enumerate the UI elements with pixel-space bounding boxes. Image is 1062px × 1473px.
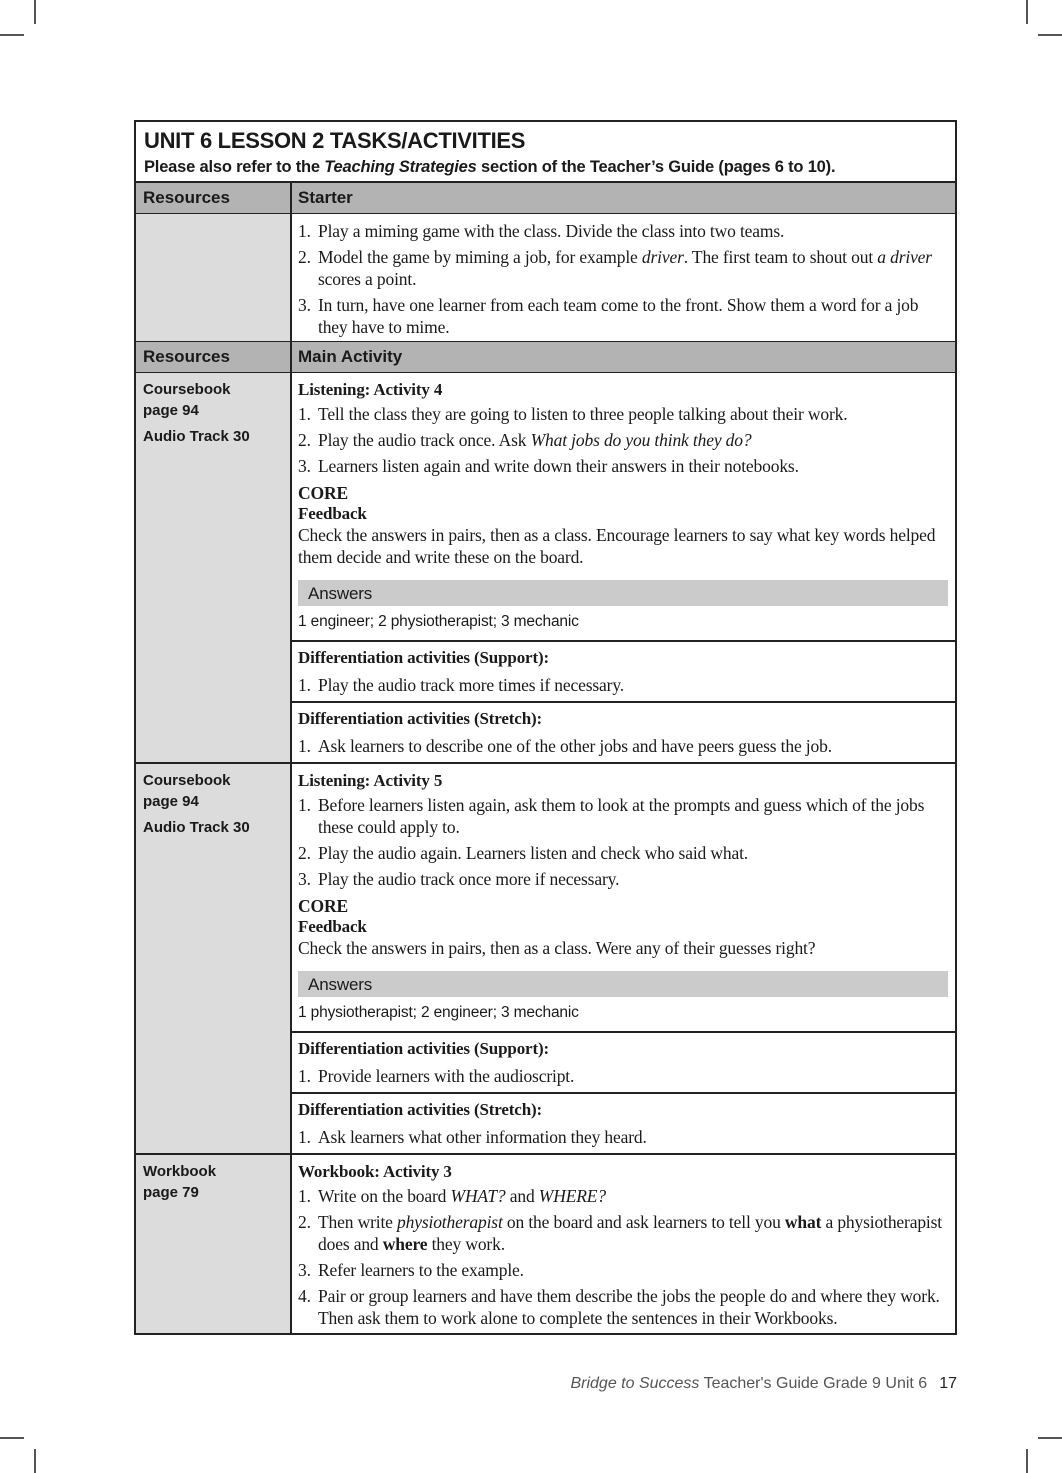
answers-text: 1 physiotherapist; 2 engineer; 3 mechanic [298,1004,579,1021]
resource-label: Audio Track 30 [143,428,250,445]
list-item-number: 3. [298,295,311,315]
activity-row [136,1155,955,1333]
list-item-number: 4. [298,1286,311,1306]
list-item-text: Play a miming game with the class. Divide the class into two teams. [318,221,785,241]
resource-label: Audio Track 30 [143,819,250,836]
activity-steps [298,1185,948,1329]
list-item [298,1259,948,1281]
feedback-label: Feedback [298,917,367,936]
list-item [298,1285,948,1329]
activity-heading: Listening: Activity 4 [298,380,443,399]
answers-header: Answers [298,580,948,606]
list-item-number: 2. [298,430,311,450]
starter-content [292,214,955,341]
crop-mark-tl-h [0,34,24,36]
list-item-text: Then write physiotherapist on the board and ask learners to tell you what a physiotherapist does and where they work. [318,1212,943,1254]
list-item-text: Provide learners with the audioscript. [318,1066,575,1086]
support-heading: Differentiation activities (Support): [298,1039,549,1058]
list-item-text: In turn, have one learner from each team come to the front. Show them a word for a job they have to mime. [318,295,919,337]
list-item-number: 3. [298,869,311,889]
resource-label: Coursebook [143,381,231,398]
list-item [298,794,948,838]
list-item-text: Play the audio track more times if necessary. [318,675,625,695]
list-item-text: Pair or group learners and have them describe the jobs the people do and where they work. Then ask them to work alone to complete the sentences in their Workbooks. [318,1286,940,1328]
core-label: CORE [298,896,348,916]
activity-row [136,764,955,1155]
main-sections [136,373,955,1333]
list-item [298,1211,948,1255]
resources-cell [136,1155,292,1333]
activity-heading: Workbook: Activity 3 [298,1162,452,1181]
crop-mark-bl-h [0,1437,24,1439]
list-item [298,674,948,696]
activity-content [292,764,955,1031]
list-item-text: Model the game by miming a job, for example driver. The first team to shout out a driver scores a point. [318,247,932,289]
list-item [298,735,948,757]
list-item [298,429,948,451]
title-block [136,122,955,183]
page-footer [570,1375,957,1393]
list-item-number: 2. [298,1212,311,1232]
list-item-text: Play the audio again. Learners listen and check who said what. [318,843,749,863]
crop-mark-tl-v [34,0,36,24]
resource-label: page 94 [143,402,199,419]
list-item-number: 1. [298,795,311,815]
crop-mark-bl-v [34,1449,36,1473]
resources-header: Resources [136,342,292,372]
answers-header: Answers [298,971,948,997]
stretch-heading: Differentiation activities (Stretch): [298,1100,543,1119]
stretch-activities [292,1094,955,1153]
list-item-number: 2. [298,843,311,863]
crop-mark-br-v [1026,1449,1028,1473]
answers-text: 1 engineer; 2 physiotherapist; 3 mechanic [298,613,579,630]
list-item [298,294,948,338]
page-number: 17 [939,1375,957,1392]
list-item-number: 1. [298,736,311,756]
list-item-text: Play the audio track once more if necessary. [318,869,620,889]
list-item-text: Write on the board WHAT? and WHERE? [318,1186,606,1206]
list-item-number: 2. [298,247,311,267]
starter-list [298,220,948,338]
page-title: UNIT 6 LESSON 2 TASKS/ACTIVITIES [144,128,526,153]
feedback-text: Check the answers in pairs, then as a class. Were any of their guesses right? [298,938,816,958]
list-item [298,1185,948,1207]
list-item-text: Play the audio track once. Ask What jobs do you think they do? [318,430,752,450]
resource-label: page 79 [143,1184,199,1201]
lesson-table [134,120,957,1335]
activity-steps [298,794,948,890]
list-item-text: Refer learners to the example. [318,1260,524,1280]
list-item-number: 3. [298,456,311,476]
list-item-number: 1. [298,221,311,241]
resources-cell [136,373,292,762]
list-item [298,220,948,242]
subtitle-italic: Teaching Strategies [324,158,477,176]
stretch-heading: Differentiation activities (Stretch): [298,709,543,728]
activity-content [292,373,955,640]
list-item [298,868,948,890]
list-item-text: Ask learners what other information they heard. [318,1127,647,1147]
activity-cell [292,1155,955,1333]
list-item [298,246,948,290]
list-item-number: 1. [298,404,311,424]
subtitle-before: Please also refer to the [144,158,325,176]
list-item-number: 1. [298,1127,311,1147]
list-item-text: Learners listen again and write down their answers in their notebooks. [318,456,799,476]
list-item [298,1065,948,1087]
page-subtitle [144,156,947,178]
core-label: CORE [298,483,348,503]
crop-mark-br-h [1038,1437,1062,1439]
activity-steps [298,403,948,477]
list-item [298,1126,948,1148]
main-activity-header: Main Activity [292,342,955,372]
support-activities [292,1033,955,1092]
support-heading: Differentiation activities (Support): [298,648,549,667]
starter-header: Starter [292,183,955,213]
list-item [298,455,948,477]
resource-label: Workbook [143,1163,217,1180]
resources-header: Resources [136,183,292,213]
crop-mark-tr-h [1038,34,1062,36]
list-item-number: 3. [298,1260,311,1280]
list-item-number: 1. [298,1186,311,1206]
starter-row [136,214,955,342]
list-item-number: 1. [298,1066,311,1086]
list-item-number: 1. [298,675,311,695]
footer-text: Teacher's Guide Grade 9 Unit 6 [699,1375,928,1392]
activity-cell [292,373,955,762]
activity-heading: Listening: Activity 5 [298,771,443,790]
activity-row [136,373,955,764]
resource-label: Coursebook [143,772,231,789]
main-header-row [136,342,955,373]
starter-resources [136,214,292,341]
activity-cell [292,764,955,1153]
activity-content [292,1155,955,1333]
support-activities [292,642,955,701]
list-item-text: Before learners listen again, ask them to look at the prompts and guess which of the jobs these could apply to. [318,795,925,837]
list-item [298,842,948,864]
stretch-activities [292,703,955,762]
subtitle-after: section of the Teacher’s Guide (pages 6 to 10). [476,158,836,176]
starter-header-row [136,183,955,214]
feedback-text: Check the answers in pairs, then as a class. Encourage learners to say what key words helped them decide and write these on the board. [298,525,936,567]
feedback-label: Feedback [298,504,367,523]
crop-mark-tr-v [1026,0,1028,24]
list-item [298,403,948,425]
resources-cell [136,764,292,1153]
list-item-text: Ask learners to describe one of the other jobs and have peers guess the job. [318,736,832,756]
list-item-text: Tell the class they are going to listen to three people talking about their work. [318,404,848,424]
resource-label: page 94 [143,793,199,810]
footer-book-title: Bridge to Success [570,1375,700,1392]
